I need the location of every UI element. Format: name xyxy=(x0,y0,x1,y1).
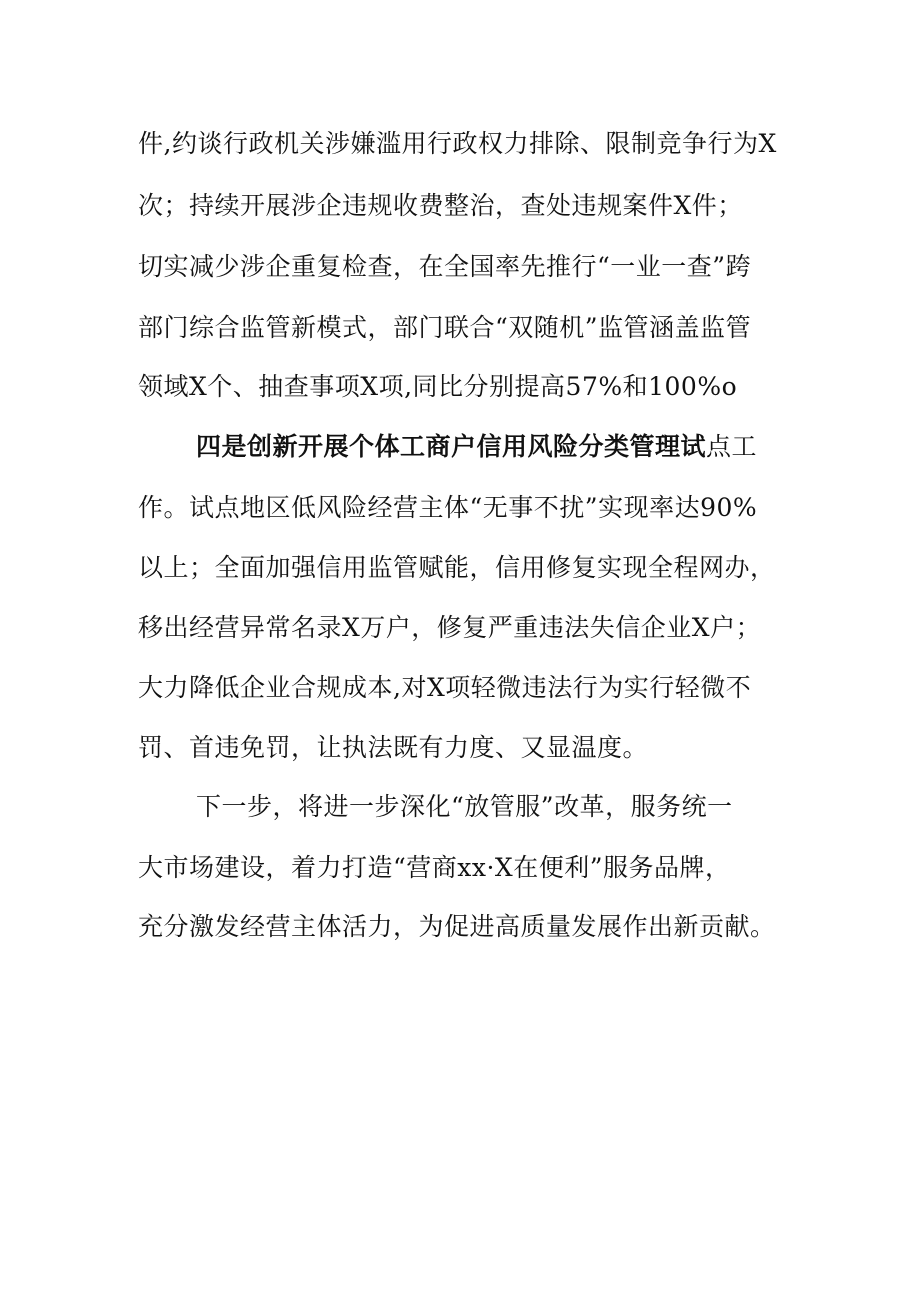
text-line: 作。试点地区低风险经营主体“无事不扰”实现率达90% xyxy=(138,493,758,522)
text-line: 下一步，将进一步深化“放管服”改革，服务统一 xyxy=(196,792,733,821)
text-line: 领域X个、抽查事项X项,同比分别提高57%和100%o xyxy=(138,372,738,401)
text-line: 以上；全面加强信用监管赋能，信用修复实现全程网办， xyxy=(138,553,776,582)
text-line: 部门综合监管新模式，部门联合“双随机”监管涵盖监管 xyxy=(138,313,752,342)
paragraph-lead-bold: 四是创新开展个体工商户信用风险分类管理试 xyxy=(196,432,707,461)
text-line: 大力降低企业合规成本,对X项轻微违法行为实行轻微不 xyxy=(138,673,752,702)
text-line: 移出经营异常名录X万户，修复严重违法失信企业X户； xyxy=(138,613,762,642)
text-line: 次；持续开展涉企违规收费整治，查处违规案件X件； xyxy=(138,191,743,220)
text-line xyxy=(196,432,818,462)
paragraph-lead-rest: 点工 xyxy=(706,432,758,461)
text-line: 罚、首违免罚，让执法既有力度、又显温度。 xyxy=(138,733,649,762)
text-line: 切实减少涉企重复检查，在全国率先推行“一业一查”跨 xyxy=(138,252,752,281)
text-line: 件,约谈行政机关涉嫌滥用行政权力排除、限制竞争行为X xyxy=(138,129,777,158)
text-line: 充分激发经营主体活力，为促进高质量发展作出新贡献。 xyxy=(138,912,776,941)
text-line: 大市场建设，着力打造“营商xx·X在便利”服务品牌， xyxy=(138,853,731,882)
